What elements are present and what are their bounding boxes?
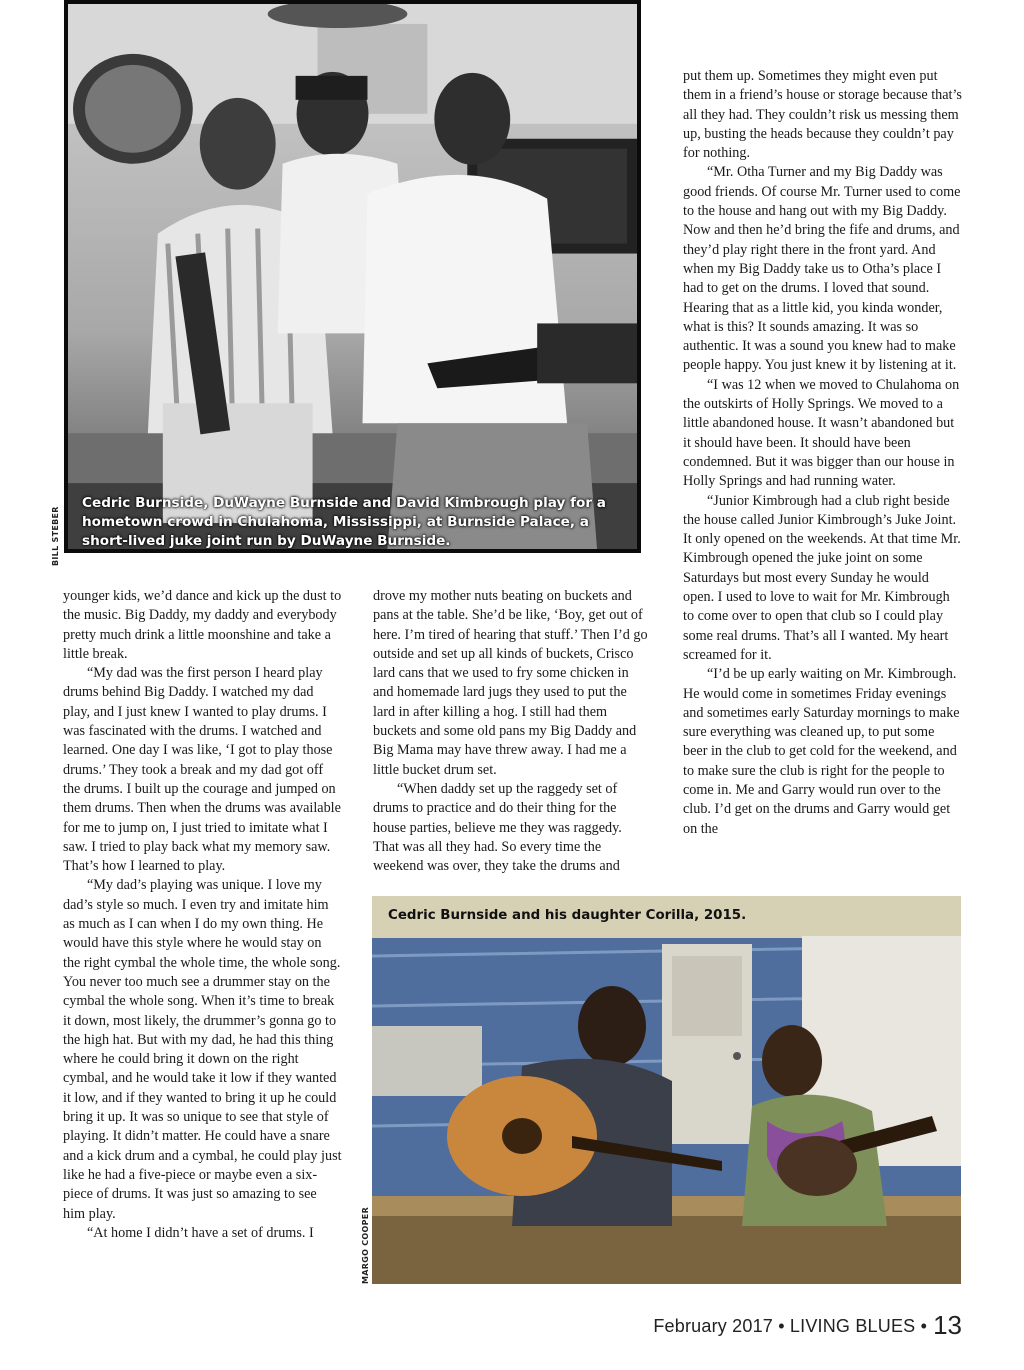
- paragraph: younger kids, we’d dance and kick up the dust to the music. Big Daddy, my daddy and everybody pretty much drink a little moonshine and take a little break.: [63, 588, 342, 662]
- photo-top-credit: BILL STEBER: [51, 506, 60, 566]
- text-column-2: [373, 587, 651, 876]
- photo-burnside-trio: [64, 0, 641, 553]
- paragraph: “I was 12 when we moved to Chulahoma on the outskirts of Holly Springs. We moved to a little abandoned house. It wasn’t abandoned but it should have been. It should have been condemned. But it was bigger than our house in Holly Springs and had running water.: [683, 376, 960, 490]
- photo-top-caption: Cedric Burnside, DuWayne Burnside and David Kimbrough play for a hometown crowd in Chulahoma, Mississippi, at Burnside Palace, a short-lived juke joint run by DuWayne Burnside.: [82, 495, 606, 549]
- photo-cedric-corilla-image: [372, 896, 961, 1284]
- footer-issue-text: February 2017 • LIVING BLUES •: [653, 1316, 928, 1336]
- photo-cedric-corilla: [372, 896, 961, 1284]
- paragraph: put them up. Sometimes they might even put them in a friend’s house or storage because that’s all they had. They couldn’t risk us messing them up, busting the heads because they couldn’t pay for nothing.: [683, 68, 962, 162]
- paragraph: “I’d be up early waiting on Mr. Kimbrough. He would come in sometimes Friday evenings and sometimes early Saturday mornings to make sure everything was cleaned up, to put some beer in the club to get cold for the weekend, and to make sure the club is right for the people to come in. Me and Garry would run over to the club. I’d get on the drums and Garry would get on the: [683, 666, 960, 837]
- paragraph: “My dad was the first person I heard play drums behind Big Daddy. I watched my dad play, and I just knew I wanted to play drums. I was fascinated with the drums. I watched and learned. One day I was like, ‘I got to play those drums.’ They took a break and my dad got off the drums. I built up the courage and jumped on them drums. Then when the drums was available for me to jump on, I just tried to imitate what I saw. I tried to play back what my memory saw. That’s how I learned to play.: [63, 665, 341, 875]
- paragraph: “When daddy set up the raggedy set of drums to practice and do their thing for the house parties, believe me they was raggedy. That was all they had. So every time the weekend was over, they take the drums and: [373, 780, 622, 875]
- photo-trio-image: [68, 4, 637, 549]
- page-number: 13: [933, 1310, 962, 1340]
- page-footer: [653, 1310, 962, 1341]
- paragraph: “Junior Kimbrough had a club right beside the house called Junior Kimbrough’s Juke Joint. It only opened on the weekends. At that time Mr. Kimbrough opened the juke joint on some Saturdays but most every Sunday he would open. I used to love to wait for Mr. Kimbrough to come over to open that club so I could play some real drums. That’s all I wanted. My heart screamed for it.: [683, 492, 961, 663]
- photo-bottom-credit: MARGO COOPER: [361, 1206, 370, 1284]
- paragraph: “Mr. Otha Turner and my Big Daddy was good friends. Of course Mr. Turner used to come to the house and hang out with my Big Daddy. Now and then he’d bring the fife and drums, and they’d play right there in the front yard. And when my Big Daddy take us to Otha’s place I had to get on the drums. I loved that sound. Hearing that as a little kid, you kinda wonder, what is this? It sounds amazing. It was so authentic. It was a sound you knew had to make people happy. You just knew it by listening at it.: [683, 164, 961, 374]
- paragraph: “At home I didn’t have a set of drums. I: [87, 1224, 314, 1241]
- text-column-1: [63, 587, 342, 1243]
- photo-bottom-caption: Cedric Burnside and his daughter Corilla, 2015.: [388, 908, 747, 923]
- paragraph: drove my mother nuts beating on buckets and pans at the table. She’d be like, ‘Boy, get out of here. I’m tired of hearing that stuff.’ Then I’d go outside and set up all kinds of buckets, Crisco lard cans that we used to fry some chicken in and homemade lard jugs they used to put the lard in after killing a hog. I still had them buckets and some old pans my Big Daddy and Big Mama may have threw away. I had me a little bucket drum set.: [373, 588, 648, 778]
- paragraph: “My dad’s playing was unique. I love my dad’s style so much. I even try and imitate him as much as I can when I do my own thing. He would have this style where he would stay on the right cymbal the whole time, the whole song. You never too much see a drummer stay on the cymbal the whole song. When it’s time to break it down, most likely, the drummer’s gonna go to the high hat. But with my dad, he had this thing where he could bring it down on the right cymbal, and he would take it low if they wanted it low, and if they wanted to bring it up he could bring it up. It was so unique to see that style of playing. It didn’t matter. He could have a snare and a kick drum and a cymbal, he could play just like he had a five-piece or maybe even a six-piece of drums. It was just so amazing to see him play.: [63, 877, 342, 1222]
- text-column-3: [683, 67, 962, 839]
